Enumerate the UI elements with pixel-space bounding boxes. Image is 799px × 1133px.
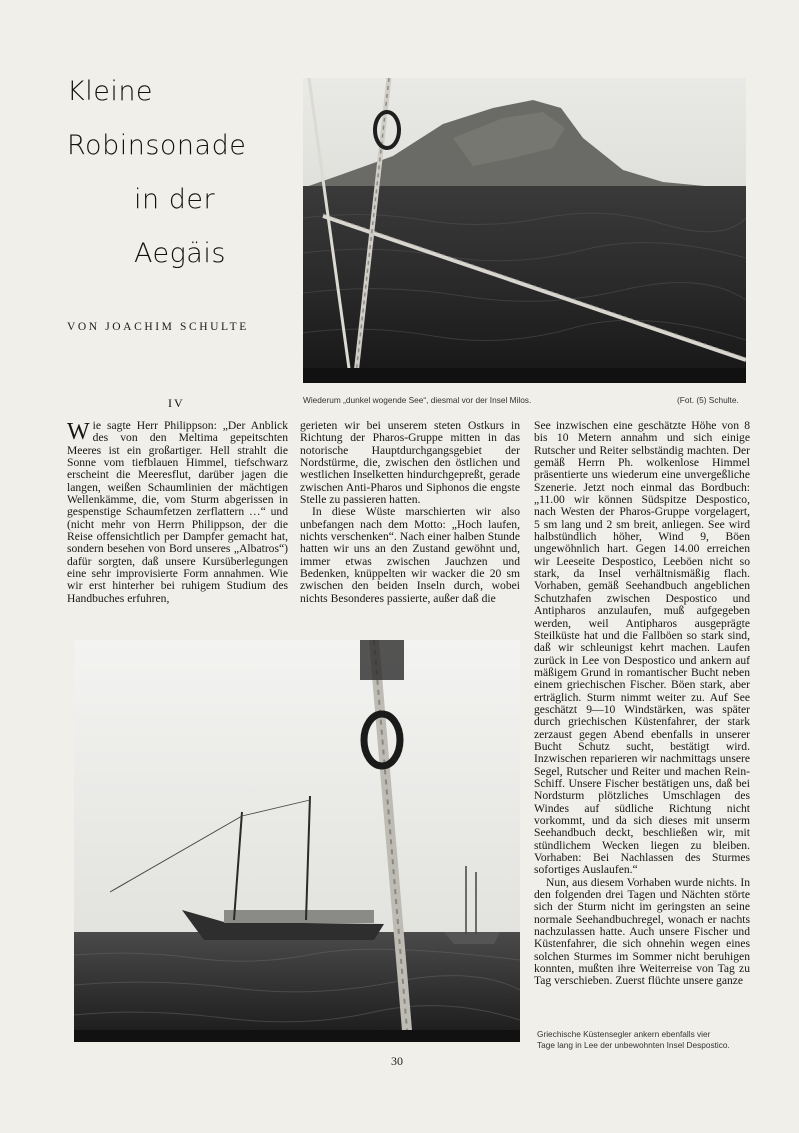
paragraph-text: ie sagte Herr Philippson: „Der Anblick des von den Meltima gepeitschten Meeres ist ein großartiger. Hell strahlt die Sonne vom tiefblauen Himmel, tiefschwarz erscheint die Meeresflut, darüber jagen die langen, weißen Schaumlinien der mächtigen Wellenkämme, die, vom Sturm abgerissen in gespenstige Schaumfetzen zerflattern …“ und (nicht mehr von Herrn Philippson, der die Reise offensichtlich per Dampfer gemacht hat, sondern besehen von Bord unseres „Albatros“) dafür sorgten, daß unsere Kursüberlegungen eine sehr improvisierte Form annahmen. Wie wir erst hinterher bei ruhigem Studium des Handbuches erfuhren, <box>67 419 288 605</box>
title-line-4: Aegäis <box>134 238 226 269</box>
text-column-1 <box>67 420 288 628</box>
paragraph: See inzwischen eine geschätzte Höhe von 8 bis 10 Metern annahm und sich einige Rutscher und Reiter selbständig machten. Der gemäß Herrn Ph. wolkenlose Himmel präsentierte uns wiederum eine unvergeßliche Szenerie. Jetzt noch einmal das Bordbuch: „11.00 wir können Südspitze Despostico, nach Westen der Pharos-Gruppe vorgelagert, 5 sm lang und 2 sm breit, anliegen. See wird halbstündlich höher, Wind 9, Böen ungewöhnlich hart. Gegen 14.00 erreichen wir Leeseite Despostico, Leeböen nicht so stark, da Insel verhältnismäßig flach. Vorhaben, gemäß Seehandbuch angeblichen Schutzhafen zwischen Despostico und Antipharos anzulaufen, muß aufgegeben werden, weil Antipharos ausgeprägte Steilküste hat und die Fallböen so stark sind, daß wir schleunigst kehrt machen. Laufen zurück in Lee von Despostico und ankern auf mäßigem Grund in romantischer Bucht neben einem griechischen Fischer. Böen stark, aber erträglich. Sturm nimmt weiter zu. Auf See geschätzt 9—10 Windstärken, was später durch griechischen Küstenfahrer, der stark zerzaust gegen Abend ebenfalls in unserer Bucht Schutz sucht, bestätigt wird. Inzwischen reparieren wir nachmittags unsere Segel, Rutscher und Reiter und machen Rein-Schiff. Unsere Fischer bestätigen uns, daß bei Nordsturm plötzliches Umschlagen des Windes auf südliche Richtung nicht vorkommt, und da sich dieses mit unserm Seehandbuch deckt, beschließen wir, mit stündlichem Wecken liegen zu bleiben. Vorhaben: Bei Nachlassen des Sturmes sofortiges Auslaufen.“ <box>534 419 750 877</box>
page-number: 30 <box>391 1054 403 1068</box>
drop-cap: W <box>67 419 90 445</box>
paragraph <box>67 420 288 605</box>
photo-bottom-caption-line-1: Griechische Küstensegler ankern ebenfalls vier <box>537 1029 711 1039</box>
author-byline: VON JOACHIM SCHULTE <box>67 321 249 333</box>
photo-top-credit: (Fot. (5) Schulte. <box>677 395 739 405</box>
title-line-1: Kleine <box>67 76 154 107</box>
title-line-2: Robinsonade <box>67 130 247 161</box>
title-line-3: in der <box>134 184 216 215</box>
photo-top-caption: Wiederum „dunkel wogende See“, diesmal vor der Insel Milos. <box>303 395 532 405</box>
paragraph: In diese Wüste marschierten wir also unbefangen nach dem Motto: „Hoch laufen, nichts verschenken“. Nach einer halben Stunde hatten wir uns an den Zustand gewöhnt und, immer etwas zwischen Jauchzen und Bedenken, knüppelten wir wacker die 20 sm zwischen den beiden Inseln durch, wobei nichts Besonderes passierte, außer daß die <box>300 505 520 605</box>
paragraph: gerieten wir bei unserem steten Ostkurs in Richtung der Pharos-Gruppe mitten in das notorische Hauptdurchgangsgebiet der Nordstürme, die, zwischen den östlichen und westlichen Inselketten hindurchgepreßt, gerade zwischen Anti-Pharos und Siphonos die engste Stelle zu passieren hatten. <box>300 419 520 507</box>
text-column-3 <box>534 420 750 1020</box>
photo-ships-despostico <box>74 640 520 1042</box>
text-column-2 <box>300 420 520 628</box>
paragraph: Nun, aus diesem Vorhaben wurde nichts. In den folgenden drei Tagen und Nächten störte sich der Sturm nicht im geringsten an seine normale Seehandbuchregel, wonach er nachts nachzulassen hatte. Auch unsere Fischer und Küstenfahrer, die sich ohnehin wegen eines solchen Sturmes im Sommer nicht beruhigen konnten, mußten ihre Weiterreise von Tag zu Tag verschieben. Zuerst flüchte unsere ganze <box>534 875 750 988</box>
section-number: IV <box>168 396 185 410</box>
photo-bottom-caption-line-2: Tage lang in Lee der unbewohnten Insel Despostico. <box>537 1040 730 1050</box>
photo-sea-milos <box>303 78 746 383</box>
